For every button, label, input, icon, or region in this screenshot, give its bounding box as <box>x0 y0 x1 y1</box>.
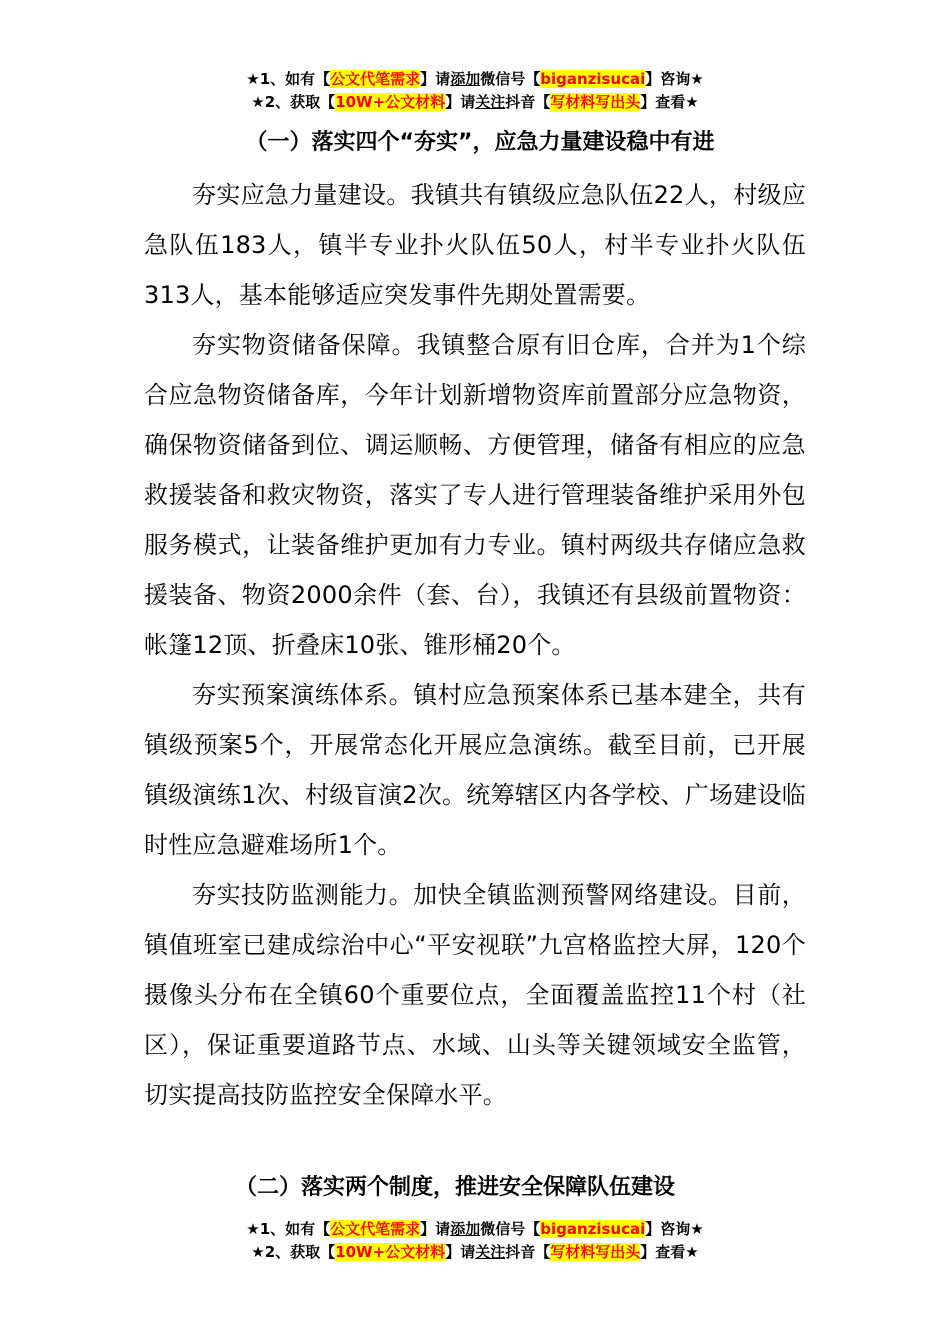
banner-underlined: 添加 <box>450 1220 481 1238</box>
highlight-wechat: biganzisucai <box>540 1220 646 1238</box>
banner-text: 1、如有【 <box>259 1220 331 1238</box>
section-heading-1: （一）落实四个“夯实”，应急力量建设稳中有进 <box>245 130 715 155</box>
bottom-banner <box>0 1218 950 1264</box>
highlight-materials: 10W+公文材料 <box>335 1243 446 1261</box>
highlight-douyin: 写材料写出头 <box>550 93 641 111</box>
banner-text: 微信号【 <box>480 1220 541 1238</box>
highlight-service: 公文代笔需求 <box>330 1220 421 1238</box>
star-icon: ★ <box>251 93 265 111</box>
banner-text: 】查看★ <box>640 93 699 111</box>
banner-text: 抖音【 <box>505 93 551 111</box>
banner-text: 】请 <box>445 1243 476 1261</box>
banner-line-2 <box>0 91 950 114</box>
banner-text: 抖音【 <box>505 1243 551 1261</box>
banner-text: 1、如有【 <box>259 70 331 88</box>
banner-text: 】咨询★ <box>645 70 704 88</box>
paragraph-emergency-forces: 夯实应急力量建设。我镇共有镇级应急队伍22人，村级应急队伍183人，镇半专业扑火队伍50人，村半专业扑火队伍313人，基本能够适应突发事件先期处置需要。 <box>144 181 806 309</box>
banner-text: 2、获取【 <box>264 1243 336 1261</box>
banner-text: 】查看★ <box>640 1243 699 1261</box>
star-icon: ★ <box>251 1243 265 1261</box>
highlight-douyin: 写材料写出头 <box>550 1243 641 1261</box>
banner-text: 】咨询★ <box>645 1220 704 1238</box>
banner-underlined: 关注 <box>475 93 506 111</box>
paragraph-plan-drills: 夯实预案演练体系。镇村应急预案体系已基本建全，共有镇级预案5个，开展常态化开展应急演练。截至目前，已开展镇级演练1次、村级盲演2次。统筹辖区内各学校、广场建设临时性应急避难场所1个。 <box>144 681 806 859</box>
paragraph-material-reserves: 夯实物资储备保障。我镇整合原有旧仓库，合并为1个综合应急物资储备库，今年计划新增物资库前置部分应急物资，确保物资储备到位、调运顺畅、方便管理，储备有相应的应急救援装备和救灾物资，落实了专人进行管理装备维护采用外包服务模式，让装备维护更加有力专业。镇村两级共存储应急救援装备、物资2000余件（套、台），我镇还有县级前置物资：帐篷12顶、折叠床10张、锥形桶20个。 <box>144 331 806 659</box>
section-heading-2: （二）落实两个制度，推进安全保障队伍建设 <box>234 1175 675 1200</box>
banner-underlined: 添加 <box>450 70 481 88</box>
star-icon: ★ <box>246 70 260 88</box>
banner-text: 】请 <box>420 1220 451 1238</box>
banner-text: 微信号【 <box>480 70 541 88</box>
highlight-materials: 10W+公文材料 <box>335 93 446 111</box>
highlight-service: 公文代笔需求 <box>330 70 421 88</box>
top-banner <box>0 68 950 114</box>
document-body <box>144 170 806 1120</box>
banner-line-1 <box>0 68 950 91</box>
banner-text: 】请 <box>445 93 476 111</box>
banner-underlined: 关注 <box>475 1243 506 1261</box>
highlight-wechat: biganzisucai <box>540 70 646 88</box>
banner-line-2 <box>0 1241 950 1264</box>
paragraph-monitoring: 夯实技防监测能力。加快全镇监测预警网络建设。目前，镇值班室已建成综治中心“平安视联”九宫格监控大屏，120个摄像头分布在全镇60个重要位点，全面覆盖监控11个村（社区），保证重要道路节点、水域、山头等关键领域安全监管，切实提高技防监控安全保障水平。 <box>144 881 806 1109</box>
banner-text: 】请 <box>420 70 451 88</box>
banner-line-1 <box>0 1218 950 1241</box>
banner-text: 2、获取【 <box>264 93 336 111</box>
star-icon: ★ <box>246 1220 260 1238</box>
